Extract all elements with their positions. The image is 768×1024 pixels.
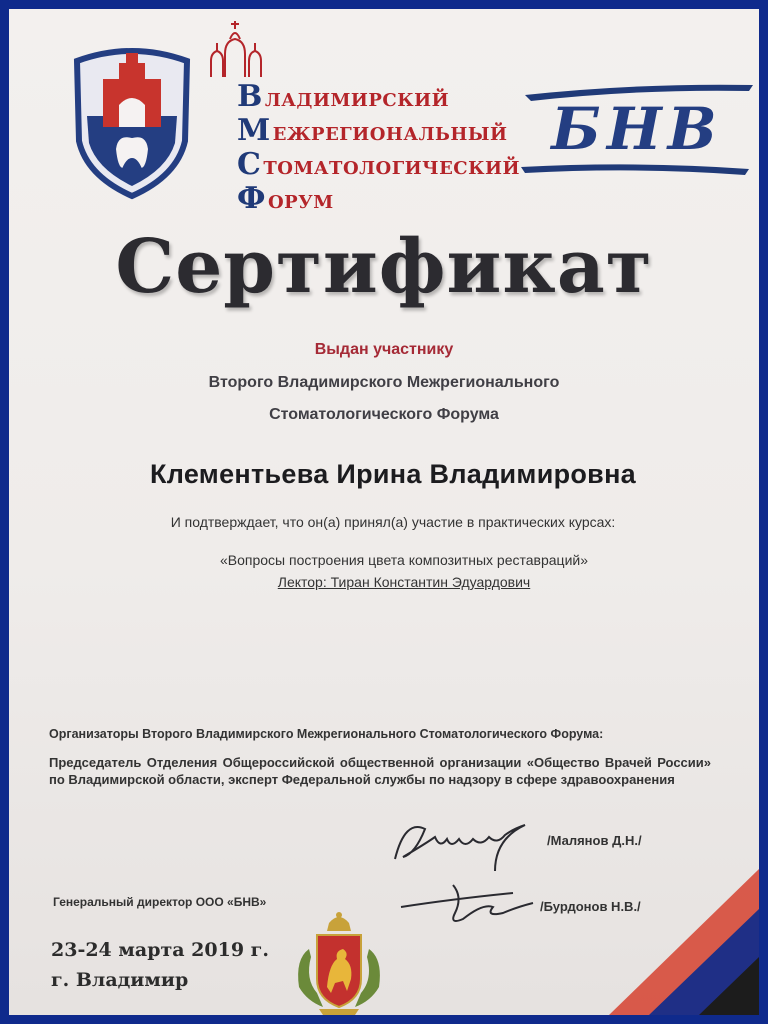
logo-word: ТОМАТОЛОГИЧЕСКИЙ [263, 158, 521, 179]
logo-word: ОРУМ [267, 192, 334, 213]
forum-name-line-2: Стоматологического Форума [269, 406, 499, 423]
bnv-logo-text: БНВ [551, 95, 723, 163]
chairman-signature-name: /Малянов Д.Н./ [547, 833, 642, 848]
director-signature-name: /Бурдонов Н.В./ [540, 899, 641, 914]
logo-line-2 [237, 113, 508, 148]
confirmation-text: И подтверждает, что он(а) принял(а) участие в практических курсах: [170, 514, 616, 530]
logo-line-4 [237, 181, 334, 216]
event-date: 23-24 марта 2019 г. [51, 939, 269, 961]
issued-to-label: Выдан участнику [314, 341, 454, 358]
logo-initial: Ф [237, 181, 266, 216]
organizers-heading: Организаторы Второго Владимирского Межрегионального Стоматологического Форума: [49, 727, 604, 741]
certificate-title: Сертификат [115, 224, 653, 310]
course-title: «Вопросы построения цвета композитных реставраций» [219, 552, 589, 568]
certificate-paper [9, 9, 759, 1015]
director-title: Генеральный директор ООО «БНВ» [53, 895, 267, 909]
logo-line-3 [237, 147, 520, 182]
bnv-logo [517, 81, 757, 179]
logo-word: ЕЖРЕГИОНАЛЬНЫЙ [272, 124, 508, 145]
participant-name: Клементьева Ирина Владимировна [149, 459, 637, 489]
logo-initial: С [237, 147, 262, 182]
logo-initial: В [237, 79, 263, 114]
chairman-signature-icon [385, 809, 545, 879]
forum-shield-emblem-icon [67, 41, 197, 201]
event-city: г. Владимир [51, 969, 189, 991]
chairman-title: Председатель Отделения Общероссийской общественной организации «Общество Врачей России» по Владимирской области, эксперт Федеральной службы по надзору в сфере здравоохранения [49, 755, 711, 787]
logo-word: ЛАДИМИРСКИЙ [264, 90, 450, 111]
logo-initial: М [237, 113, 271, 148]
coat-of-arms-icon [289, 909, 389, 1015]
logo-line-1 [237, 79, 449, 114]
lecturer-name: Лектор: Тиран Константин Эдуардович [277, 574, 531, 590]
forum-name-line-1: Второго Владимирского Межрегионального [208, 374, 560, 391]
director-signature-icon [393, 873, 543, 933]
church-domes-icon [205, 19, 275, 79]
